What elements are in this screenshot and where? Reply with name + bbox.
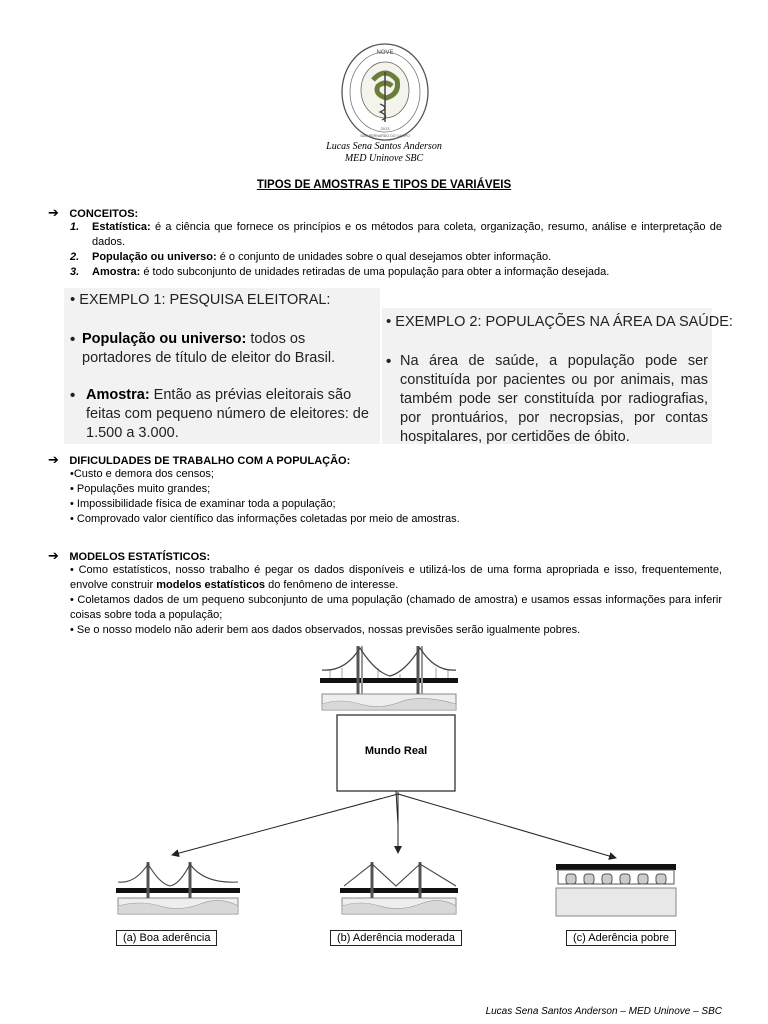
conceito-text: é todo subconjunto de unidades retiradas de uma população para obter a informação desejada.: [140, 266, 610, 278]
author-name: Lucas Sena Santos Anderson: [326, 141, 442, 152]
conceito-text: é o conjunto de unidades sobre o qual desejamos obter informação.: [216, 251, 552, 263]
conceito-term: População ou universo:: [92, 251, 217, 263]
university-seal: [340, 42, 430, 142]
conceito-number: 3.: [70, 266, 80, 278]
modelos-p1-after: do fenômeno de interesse.: [265, 579, 399, 591]
svg-text:NOVE: NOVE: [376, 50, 394, 56]
caption-moderate-fit: (b) Aderência moderada: [330, 930, 462, 946]
modelos-paragraph-3: • Se o nosso modelo não aderir bem aos dados observados, nossas previsões serão igualmente pobres.: [70, 624, 581, 636]
list-item: •Custo e demora dos censos;: [70, 468, 214, 480]
page-footer: Lucas Sena Santos Anderson – MED Uninove – SBC: [485, 1006, 722, 1017]
list-item: • Impossibilidade física de examinar toda a população;: [70, 498, 336, 510]
conceito-item: [70, 250, 722, 265]
model-fit-diagram: [0, 640, 768, 960]
conceitos-heading-label: CONCEITOS:: [69, 208, 139, 220]
exemplo1-pop-text: todos os portadores de título de eleitor do Brasil.: [82, 331, 336, 366]
exemplo2-heading: • EXEMPLO 2: POPULAÇÕES NA ÁREA DA SAÚDE:: [386, 313, 733, 330]
author-block: [234, 141, 534, 165]
modelos-p1-bold: modelos estatísticos: [156, 579, 266, 591]
caption-poor-fit: (c) Aderência pobre: [566, 930, 676, 946]
conceito-number: 1.: [70, 221, 80, 233]
exemplo1-amostra-text: Então as prévias eleitorais são feitas com pequeno número de eleitores: de 1.500 a 3.000.: [86, 387, 369, 441]
exemplo2-heading-label: EXEMPLO 2: POPULAÇÕES NA ÁREA DA SAÚDE:: [395, 314, 733, 330]
dificuldades-list: [70, 467, 722, 527]
bridge-real-world: [320, 646, 458, 710]
modelos-paragraph-1: [70, 563, 722, 593]
exemplo1-heading: • EXEMPLO 1: PESQUISA ELEITORAL:: [70, 291, 331, 308]
conceito-term: Amostra:: [92, 266, 141, 278]
conceitos-list: [70, 220, 722, 280]
exemplo2-box: [382, 308, 733, 445]
list-item: • Comprovado valor científico das informações coletadas por meio de amostras.: [70, 513, 460, 525]
author-affiliation: MED Uninove SBC: [344, 153, 424, 164]
modelos-p1-text: • Como estatísticos, nosso trabalho é pegar os dados disponíveis e utilizá-los de uma forma apropriada e isso, frequentemente, envolve construir: [70, 564, 722, 591]
arrow-to-a: [172, 794, 398, 855]
arrow-to-c: [398, 794, 616, 858]
modelos-heading-label: MODELOS ESTATÍSTICOS:: [69, 551, 211, 563]
svg-text:SÃO BERNARDO DO CAMPO: SÃO BERNARDO DO CAMPO: [360, 134, 410, 138]
exemplo1-amostra: • Amostra: Então as prévias eleitorais são feitas com pequeno número de eleitores: de 1.500 a 3.000.: [70, 387, 369, 441]
conceito-item: [70, 220, 722, 250]
exemplo1-heading-label: EXEMPLO 1: PESQUISA ELEITORAL:: [79, 292, 331, 308]
conceito-term: Estatística:: [92, 221, 151, 233]
exemplo1-box: [64, 288, 380, 444]
bridge-poor-fit: [556, 864, 676, 916]
dificuldades-heading-label: DIFICULDADES DE TRABALHO COM A POPULAÇÃO:: [69, 455, 351, 467]
conceito-item: [70, 265, 722, 280]
exemplo2-text: Na área de saúde, a população pode ser constituída por pacientes ou por animais, mas também pode ser constituída por radiografias, por prontuários, por necropsias, por contas hospitalares, por certidões de óbito.: [400, 353, 708, 445]
svg-text:2013: 2013: [380, 126, 390, 131]
caption-good-fit: (a) Boa aderência: [116, 930, 217, 946]
list-item: • Populações muito grandes;: [70, 483, 211, 495]
arrow-right-icon: ➔: [48, 205, 59, 220]
modelos-text: [70, 563, 722, 638]
conceito-text: é a ciência que fornece os princípios e os métodos para coleta, organização, resumo, análise e interpretação de dados.: [92, 221, 722, 248]
arrow-right-icon: ➔: [48, 548, 59, 563]
conceito-number: 2.: [70, 251, 80, 263]
arrow-right-icon: ➔: [48, 452, 59, 467]
page-title: TIPOS DE AMOSTRAS E TIPOS DE VARIÁVEIS: [256, 179, 512, 191]
exemplo1-pop-term: População ou universo:: [82, 331, 247, 347]
bridge-moderate-fit: [340, 862, 458, 914]
exemplo1-pop: • População ou universo: todos os portadores de título de eleitor do Brasil.: [70, 331, 336, 366]
bridge-good-fit: [116, 862, 240, 914]
modelos-paragraph-2: • Coletamos dados de um pequeno subconjunto de uma população (chamado de amostra) e usamos essas informações para inferir coisas sobre toda a população;: [70, 594, 722, 621]
mundo-real-label: Mundo Real: [364, 745, 428, 757]
seal-graphic: [340, 42, 430, 142]
exemplo1-amostra-term: Amostra:: [86, 387, 150, 403]
exemplo2-text-block: • Na área de saúde, a população pode ser constituída por pacientes ou por animais, mas também pode ser constituída por radiografias, por prontuários, por necropsias, por contas hospitalares, por certidões de óbito.: [386, 353, 708, 445]
